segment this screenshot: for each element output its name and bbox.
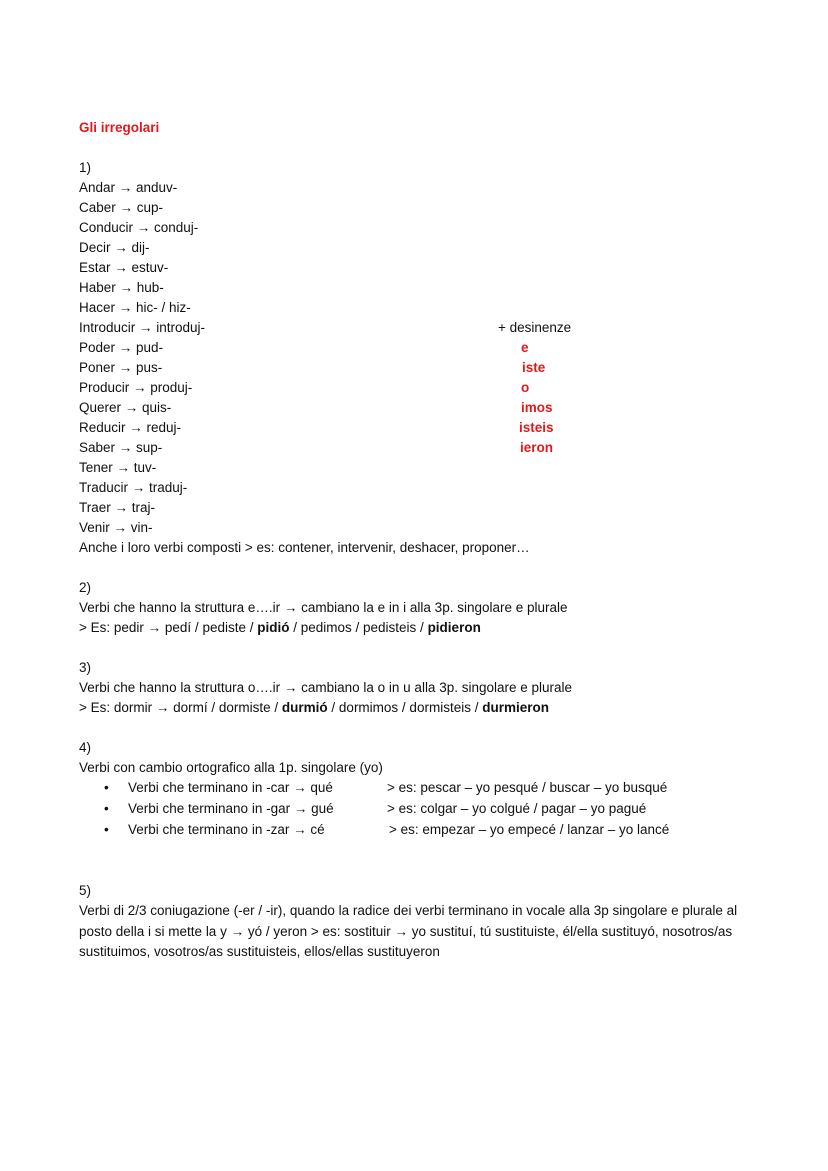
- verb-item: Andar → anduv-: [79, 180, 178, 195]
- ending-item: imos: [521, 400, 553, 415]
- example-text: / pedimos / pedisteis /: [289, 620, 428, 635]
- section-number: 1): [79, 160, 92, 175]
- verb-item: Estar → estuv-: [79, 260, 169, 275]
- verb-item: Introducir → introduj-: [79, 320, 206, 335]
- example-line: [79, 618, 759, 638]
- bullet-rule: Verbi che terminano in -zar → cé: [128, 822, 325, 837]
- ending-item: e: [521, 340, 529, 355]
- verb-item: Hacer → hic- / hiz-: [79, 300, 191, 315]
- verb-item: Poner → pus-: [79, 360, 163, 375]
- section-4: [79, 738, 759, 841]
- section-2: [79, 578, 759, 638]
- example-highlight: durmió: [281, 700, 328, 715]
- rule-text: Verbi che hanno la struttura e….ir → cambiano la e in i alla 3p. singolare e plurale: [79, 600, 568, 615]
- bullet-example: > es: pescar – yo pesqué / buscar – yo busqué: [387, 780, 668, 795]
- section-5: [79, 881, 759, 963]
- example-line: [79, 698, 759, 718]
- section-number: 3): [79, 660, 92, 675]
- verb-item: Traer → traj-: [79, 500, 156, 515]
- document-title: Gli irregolari: [79, 120, 160, 135]
- verb-item: Reducir → reduj-: [79, 420, 182, 435]
- example-text: > Es: pedir → pedí / pediste /: [79, 620, 258, 635]
- verb-item: Poder → pud-: [79, 340, 164, 355]
- example-highlight: durmieron: [482, 700, 549, 715]
- bullet-example: > es: empezar – yo empecé / lanzar – yo lancé: [389, 822, 670, 837]
- document-page: [79, 118, 759, 963]
- example-text: / dormimos / dormisteis /: [327, 700, 483, 715]
- list-item: [79, 778, 759, 799]
- verb-item: Querer → quis-: [79, 400, 172, 415]
- endings-header: + desinenze: [498, 320, 572, 335]
- verb-item: Producir → produj-: [79, 380, 193, 395]
- bullet-icon: •: [104, 822, 109, 837]
- ending-item: ieron: [520, 440, 554, 455]
- section-number: 5): [79, 883, 92, 898]
- section-1: [79, 158, 759, 558]
- example-highlight: pidieron: [427, 620, 481, 635]
- example-highlight: pidió: [257, 620, 290, 635]
- verb-item: Decir → dij-: [79, 240, 150, 255]
- list-item: [79, 799, 759, 820]
- irregular-verbs-list: [79, 178, 759, 538]
- ending-item: o: [521, 380, 530, 395]
- bullet-rule: Verbi che terminano in -gar → gué: [128, 801, 334, 816]
- section-number: 2): [79, 580, 92, 595]
- list-item: [79, 820, 759, 841]
- section-number: 4): [79, 740, 92, 755]
- paragraph-text: Verbi di 2/3 coniugazione (-er / -ir), quando la radice dei verbi terminano in vocale alla 3p singolare e plurale al posto della i si mette la y → yó / yeron > es: sostituir → yo sustituí, tú sustituiste, él/ella sustituyó, nosotros/as sustituimos, vosotros/as sustituisteis, ellos/ellas sustituyeron: [79, 903, 738, 959]
- verb-item: Caber → cup-: [79, 200, 164, 215]
- rule-text: Verbi che hanno la struttura o….ir → cambiano la o in u alla 3p. singolare e plurale: [79, 680, 573, 695]
- verb-item: Tener → tuv-: [79, 460, 157, 475]
- example-text: > Es: dormir → dormí / dormiste /: [79, 700, 282, 715]
- compounds-note: Anche i loro verbi composti > es: contener, intervenir, deshacer, proponer…: [79, 540, 530, 555]
- ending-item: isteis: [519, 420, 554, 435]
- section-3: [79, 658, 759, 718]
- verb-item: Traducir → traduj-: [79, 480, 188, 495]
- bullet-list: [79, 778, 759, 841]
- verb-item: Saber → sup-: [79, 440, 163, 455]
- bullet-example: > es: colgar – yo colgué / pagar – yo pagué: [387, 801, 647, 816]
- ending-item: iste: [522, 360, 546, 375]
- verb-item: Conducir → conduj-: [79, 220, 199, 235]
- bullet-rule: Verbi che terminano in -car → qué: [128, 780, 333, 795]
- intro-text: Verbi con cambio ortografico alla 1p. singolare (yo): [79, 760, 383, 775]
- bullet-icon: •: [104, 801, 109, 816]
- verb-item: Haber → hub-: [79, 280, 164, 295]
- verb-item: Venir → vin-: [79, 520, 153, 535]
- bullet-icon: •: [104, 780, 109, 795]
